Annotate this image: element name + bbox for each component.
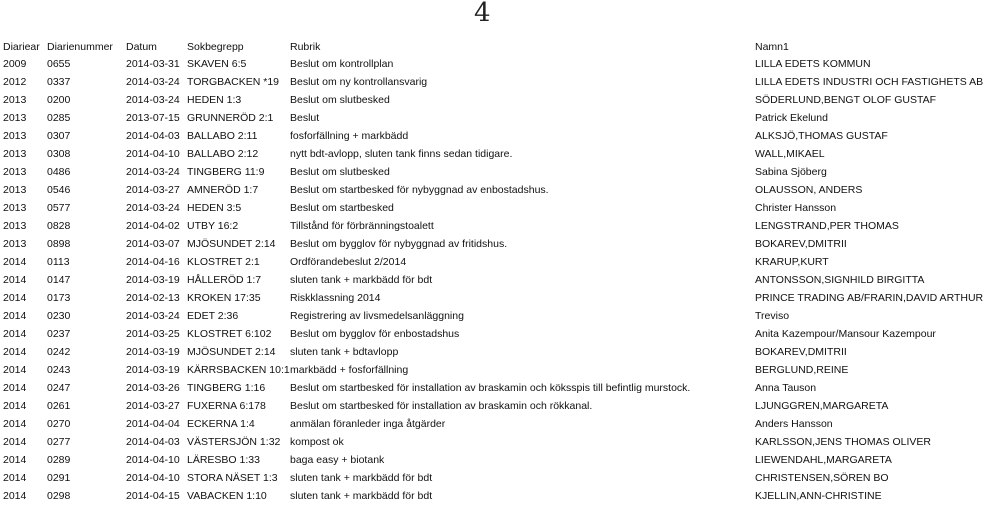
cell-diariear: 2014 bbox=[3, 274, 27, 286]
cell-diarienummer: 0261 bbox=[47, 400, 71, 412]
cell-namn1: Anita Kazempour/Mansour Kazempour bbox=[755, 328, 936, 340]
cell-rubrik: Beslut om slutbesked bbox=[290, 94, 390, 106]
cell-namn1: LILLA EDETS INDUSTRI OCH FASTIGHETS AB bbox=[755, 76, 983, 88]
cell-sokbegrepp: KLOSTRET 2:1 bbox=[187, 256, 260, 268]
cell-namn1: LENGSTRAND,PER THOMAS bbox=[755, 220, 899, 232]
cell-sokbegrepp: STORA NÄSET 1:3 bbox=[187, 472, 278, 484]
cell-diariear: 2013 bbox=[3, 130, 27, 142]
cell-sokbegrepp: MJÖSUNDET 2:14 bbox=[187, 238, 276, 250]
cell-namn1: Anna Tauson bbox=[755, 382, 817, 394]
header-sokbegrepp: Sokbegrepp bbox=[187, 41, 244, 53]
cell-datum: 2014-03-19 bbox=[126, 346, 180, 358]
cell-datum: 2014-04-16 bbox=[126, 256, 180, 268]
cell-rubrik: sluten tank + markbädd för bdt bbox=[290, 472, 433, 484]
cell-diariear: 2013 bbox=[3, 148, 27, 160]
cell-diariear: 2014 bbox=[3, 346, 27, 358]
header-rubrik: Rubrik bbox=[290, 41, 321, 53]
cell-rubrik: Beslut om startbesked för nybyggnad av enbostadshus. bbox=[290, 184, 549, 196]
cell-datum: 2014-03-07 bbox=[126, 238, 180, 250]
table-row bbox=[0, 308, 960, 326]
cell-diariear: 2014 bbox=[3, 292, 27, 304]
cell-rubrik: baga easy + biotank bbox=[290, 454, 385, 466]
cell-diariear: 2014 bbox=[3, 310, 27, 322]
table-row bbox=[0, 92, 960, 110]
cell-rubrik: Beslut om bygglov för enbostadshus bbox=[290, 328, 460, 340]
table-body bbox=[0, 56, 983, 506]
table-row bbox=[0, 146, 960, 164]
table-row bbox=[0, 380, 960, 398]
table-row bbox=[0, 362, 960, 380]
cell-namn1: Patrick Ekelund bbox=[755, 112, 828, 124]
cell-datum: 2014-04-02 bbox=[126, 220, 180, 232]
cell-rubrik: Beslut bbox=[290, 112, 320, 124]
cell-datum: 2014-04-04 bbox=[126, 418, 180, 430]
cell-namn1: KARLSSON,JENS THOMAS OLIVER bbox=[755, 436, 932, 448]
cell-rubrik: markbädd + fosforfällning bbox=[290, 364, 409, 376]
records-table bbox=[0, 40, 983, 506]
cell-diariear: 2014 bbox=[3, 490, 27, 502]
cell-sokbegrepp: FUXERNA 6:178 bbox=[187, 400, 266, 412]
cell-diariear: 2013 bbox=[3, 238, 27, 250]
cell-diarienummer: 0308 bbox=[47, 148, 71, 160]
cell-sokbegrepp: TORGBACKEN *19 bbox=[187, 76, 280, 88]
cell-diariear: 2014 bbox=[3, 364, 27, 376]
cell-rubrik: Beslut om kontrollplan bbox=[290, 58, 394, 70]
cell-diarienummer: 0486 bbox=[47, 166, 71, 178]
table-row bbox=[0, 128, 960, 146]
cell-sokbegrepp: KROKEN 17:35 bbox=[187, 292, 261, 304]
cell-diarienummer: 0577 bbox=[47, 202, 71, 214]
header-namn1: Namn1 bbox=[755, 41, 789, 53]
header-datum: Datum bbox=[126, 41, 157, 53]
cell-namn1: BOKAREV,DMITRII bbox=[755, 238, 847, 250]
cell-rubrik: Beslut om startbesked för installation av braskamin och rökkanal. bbox=[290, 400, 593, 412]
table-row bbox=[0, 452, 960, 470]
table-row bbox=[0, 344, 960, 362]
table-row bbox=[0, 56, 960, 74]
cell-namn1: WALL,MIKAEL bbox=[755, 148, 825, 160]
cell-datum: 2014-03-24 bbox=[126, 94, 180, 106]
cell-sokbegrepp: HEDEN 3:5 bbox=[187, 202, 242, 214]
cell-diarienummer: 0242 bbox=[47, 346, 71, 358]
cell-namn1: BOKAREV,DMITRII bbox=[755, 346, 847, 358]
cell-diarienummer: 0200 bbox=[47, 94, 71, 106]
cell-datum: 2014-03-25 bbox=[126, 328, 180, 340]
cell-rubrik: sluten tank + markbädd för bdt bbox=[290, 490, 433, 502]
cell-sokbegrepp: TINGBERG 11:9 bbox=[187, 166, 265, 178]
cell-rubrik: Ordförandebeslut 2/2014 bbox=[290, 256, 407, 268]
cell-rubrik: anmälan föranleder inga åtgärder bbox=[290, 418, 446, 430]
cell-datum: 2014-04-10 bbox=[126, 148, 180, 160]
header-diarienummer: Diarienummer bbox=[47, 41, 113, 53]
cell-namn1: ANTONSSON,SIGNHILD BIRGITTA bbox=[755, 274, 925, 286]
cell-namn1: KJELLIN,ANN-CHRISTINE bbox=[755, 490, 882, 502]
cell-diariear: 2013 bbox=[3, 166, 27, 178]
cell-namn1: KRARUP,KURT bbox=[755, 256, 829, 268]
table-row bbox=[0, 416, 960, 434]
cell-sokbegrepp: HÅLLERÖD 1:7 bbox=[187, 274, 262, 286]
cell-diariear: 2013 bbox=[3, 220, 27, 232]
cell-diariear: 2014 bbox=[3, 436, 27, 448]
cell-diarienummer: 0546 bbox=[47, 184, 71, 196]
cell-datum: 2014-03-24 bbox=[126, 76, 180, 88]
cell-namn1: OLAUSSON, ANDERS bbox=[755, 184, 863, 196]
cell-diariear: 2014 bbox=[3, 256, 27, 268]
cell-namn1: LIEWENDAHL,MARGARETA bbox=[755, 454, 892, 466]
cell-diarienummer: 0147 bbox=[47, 274, 71, 286]
cell-sokbegrepp: GRUNNERÖD 2:1 bbox=[187, 112, 274, 124]
cell-sokbegrepp: MJÖSUNDET 2:14 bbox=[187, 346, 276, 358]
cell-rubrik: Beslut om bygglov för nybyggnad av fritidshus. bbox=[290, 238, 508, 250]
cell-diariear: 2013 bbox=[3, 184, 27, 196]
table-row bbox=[0, 182, 960, 200]
table-row bbox=[0, 488, 960, 506]
cell-diariear: 2013 bbox=[3, 94, 27, 106]
cell-datum: 2014-03-19 bbox=[126, 364, 180, 376]
cell-datum: 2014-03-31 bbox=[126, 58, 180, 70]
cell-diarienummer: 0337 bbox=[47, 76, 71, 88]
cell-rubrik: kompost ok bbox=[290, 436, 344, 448]
table-row bbox=[0, 470, 960, 488]
table-row bbox=[0, 164, 960, 182]
cell-sokbegrepp: SKAVEN 6:5 bbox=[187, 58, 247, 70]
cell-datum: 2014-02-13 bbox=[126, 292, 180, 304]
cell-rubrik: Beslut om startbesked för installation av braskamin och köksspis till befintlig murstock. bbox=[290, 382, 691, 394]
cell-datum: 2014-03-19 bbox=[126, 274, 180, 286]
table-row bbox=[0, 254, 960, 272]
cell-namn1: Christer Hansson bbox=[755, 202, 837, 214]
cell-diariear: 2014 bbox=[3, 400, 27, 412]
cell-sokbegrepp: TINGBERG 1:16 bbox=[187, 382, 266, 394]
cell-datum: 2014-03-24 bbox=[126, 310, 180, 322]
cell-diariear: 2014 bbox=[3, 418, 27, 430]
cell-diarienummer: 0277 bbox=[47, 436, 71, 448]
cell-rubrik: Beslut om slutbesked bbox=[290, 166, 390, 178]
cell-datum: 2014-04-03 bbox=[126, 130, 180, 142]
cell-datum: 2014-04-15 bbox=[126, 490, 180, 502]
cell-diarienummer: 0270 bbox=[47, 418, 71, 430]
cell-datum: 2014-03-27 bbox=[126, 184, 180, 196]
cell-diariear: 2014 bbox=[3, 472, 27, 484]
cell-diarienummer: 0113 bbox=[47, 256, 70, 268]
table-row bbox=[0, 110, 960, 128]
cell-namn1: Sabina Sjöberg bbox=[755, 166, 827, 178]
cell-rubrik: sluten tank + markbädd för bdt bbox=[290, 274, 433, 286]
table-row bbox=[0, 398, 960, 416]
cell-namn1: SÖDERLUND,BENGT OLOF GUSTAF bbox=[755, 94, 937, 106]
cell-diarienummer: 0173 bbox=[47, 292, 71, 304]
cell-sokbegrepp: KLOSTRET 6:102 bbox=[187, 328, 272, 340]
cell-diariear: 2014 bbox=[3, 454, 27, 466]
cell-namn1: CHRISTENSEN,SÖREN BO bbox=[755, 472, 889, 484]
cell-diariear: 2014 bbox=[3, 328, 27, 340]
cell-sokbegrepp: BALLABO 2:12 bbox=[187, 148, 259, 160]
cell-diariear: 2014 bbox=[3, 382, 27, 394]
cell-sokbegrepp: HEDEN 1:3 bbox=[187, 94, 242, 106]
cell-rubrik: Beslut om startbesked bbox=[290, 202, 394, 214]
cell-namn1: PRINCE TRADING AB/FRARIN,DAVID ARTHUR bbox=[755, 292, 983, 304]
table-row bbox=[0, 434, 960, 452]
cell-rubrik: Registrering av livsmedelsanläggning bbox=[290, 310, 464, 322]
cell-sokbegrepp: VABACKEN 1:10 bbox=[187, 490, 267, 502]
table-header-row bbox=[0, 40, 960, 56]
cell-rubrik: nytt bdt-avlopp, sluten tank finns sedan tidigare. bbox=[290, 148, 513, 160]
cell-diarienummer: 0291 bbox=[47, 472, 71, 484]
cell-datum: 2014-04-10 bbox=[126, 454, 180, 466]
cell-diarienummer: 0243 bbox=[47, 364, 71, 376]
cell-diarienummer: 0298 bbox=[47, 490, 71, 502]
cell-rubrik: Riskklassning 2014 bbox=[290, 292, 381, 304]
cell-datum: 2014-03-24 bbox=[126, 166, 180, 178]
cell-diarienummer: 0237 bbox=[47, 328, 71, 340]
cell-namn1: BERGLUND,REINE bbox=[755, 364, 849, 376]
cell-diarienummer: 0285 bbox=[47, 112, 71, 124]
cell-rubrik: sluten tank + bdtavlopp bbox=[290, 346, 399, 358]
table-row bbox=[0, 218, 960, 236]
cell-diarienummer: 0898 bbox=[47, 238, 71, 250]
cell-sokbegrepp: BALLABO 2:11 bbox=[187, 130, 258, 142]
table-row bbox=[0, 326, 960, 344]
cell-rubrik: Tillstånd för förbränningstoalett bbox=[290, 220, 434, 232]
table-row bbox=[0, 272, 960, 290]
cell-diariear: 2012 bbox=[3, 76, 27, 88]
cell-sokbegrepp: KÄRRSBACKEN 10:1 bbox=[187, 364, 290, 376]
cell-diarienummer: 0230 bbox=[47, 310, 71, 322]
table-row bbox=[0, 290, 983, 308]
cell-rubrik: fosforfällning + markbädd bbox=[290, 130, 409, 142]
cell-diarienummer: 0655 bbox=[47, 58, 71, 70]
cell-diariear: 2013 bbox=[3, 202, 27, 214]
cell-sokbegrepp: LÄRESBO 1:33 bbox=[187, 454, 260, 466]
cell-datum: 2014-03-26 bbox=[126, 382, 180, 394]
page-number: 4 bbox=[474, 0, 491, 28]
cell-sokbegrepp: VÄSTERSJÖN 1:32 bbox=[187, 436, 281, 448]
cell-sokbegrepp: ECKERNA 1:4 bbox=[187, 418, 255, 430]
cell-namn1: Treviso bbox=[755, 310, 790, 322]
cell-datum: 2014-04-10 bbox=[126, 472, 180, 484]
header-diariear: Diariear bbox=[3, 41, 40, 53]
cell-diarienummer: 0289 bbox=[47, 454, 71, 466]
cell-datum: 2014-03-27 bbox=[126, 400, 180, 412]
table-row bbox=[0, 74, 983, 92]
table-row bbox=[0, 236, 960, 254]
table-row bbox=[0, 200, 960, 218]
cell-sokbegrepp: EDET 2:36 bbox=[187, 310, 239, 322]
cell-namn1: Anders Hansson bbox=[755, 418, 833, 430]
cell-datum: 2014-04-03 bbox=[126, 436, 180, 448]
cell-datum: 2013-07-15 bbox=[126, 112, 180, 124]
cell-diariear: 2013 bbox=[3, 112, 27, 124]
cell-diariear: 2009 bbox=[3, 58, 27, 70]
cell-diarienummer: 0247 bbox=[47, 382, 71, 394]
cell-namn1: LJUNGGREN,MARGARETA bbox=[755, 400, 889, 412]
cell-diarienummer: 0307 bbox=[47, 130, 71, 142]
cell-sokbegrepp: AMNERÖD 1:7 bbox=[187, 184, 259, 196]
cell-namn1: ALKSJÖ,THOMAS GUSTAF bbox=[755, 130, 888, 142]
cell-rubrik: Beslut om ny kontrollansvarig bbox=[290, 76, 428, 88]
cell-sokbegrepp: UTBY 16:2 bbox=[187, 220, 239, 232]
cell-diarienummer: 0828 bbox=[47, 220, 71, 232]
cell-namn1: LILLA EDETS KOMMUN bbox=[755, 58, 871, 70]
cell-datum: 2014-03-24 bbox=[126, 202, 180, 214]
